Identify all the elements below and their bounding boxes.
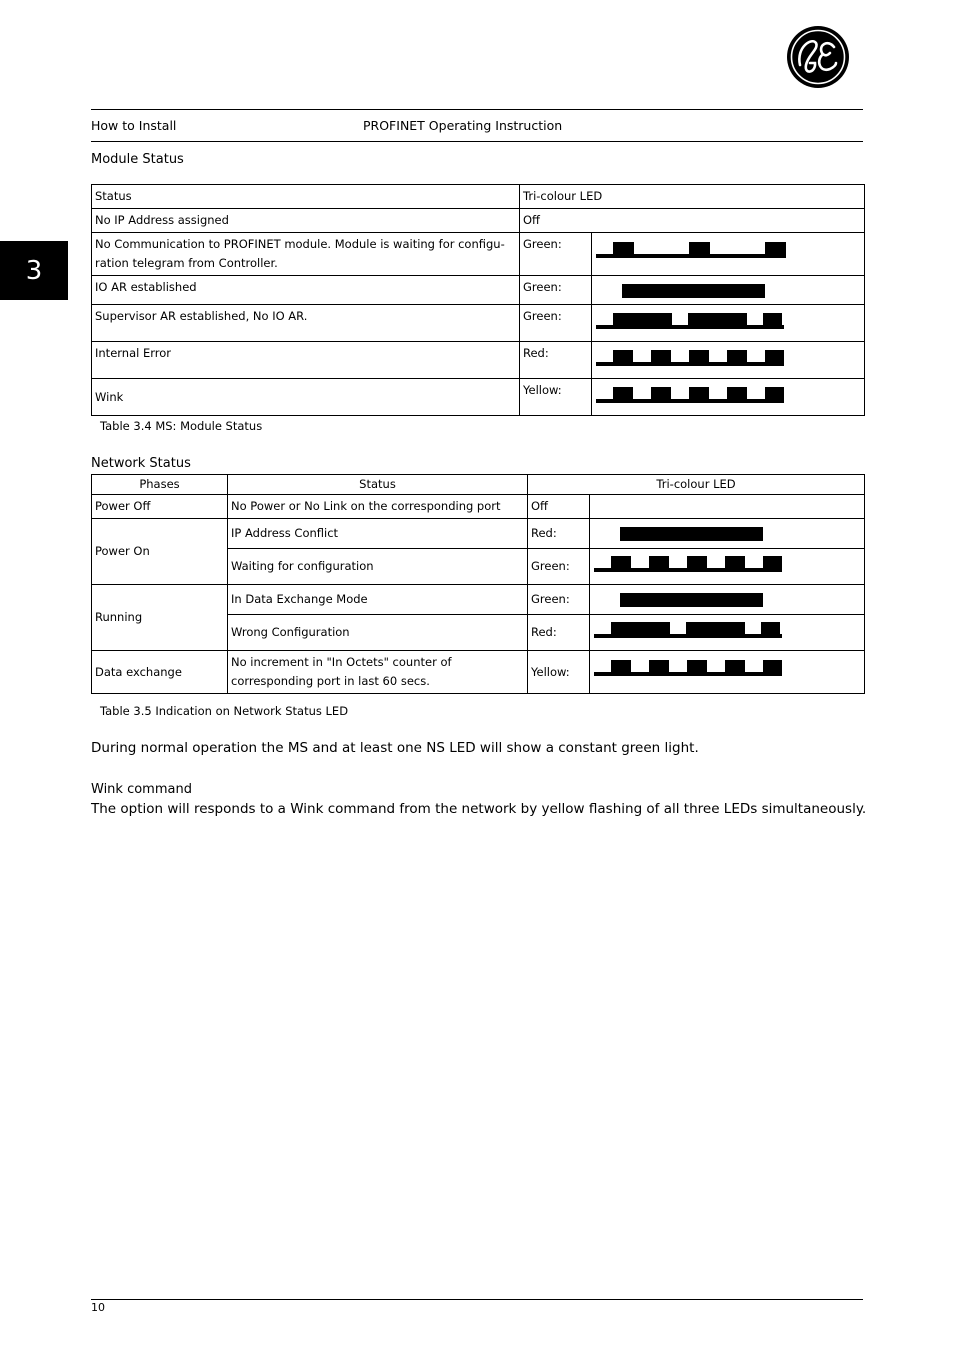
- led-wave-segment: [687, 556, 707, 572]
- led-wave-segment: [689, 387, 709, 403]
- page-number: 10: [91, 1301, 105, 1314]
- table-row: [92, 305, 865, 342]
- led-waveform: [590, 549, 865, 585]
- led-waveform: [590, 519, 865, 549]
- phase-cell: Power Off: [92, 495, 228, 519]
- header-rule-top: [91, 109, 863, 110]
- module-status-title: Module Status: [91, 152, 184, 167]
- led-wave-segment: [686, 622, 745, 638]
- led-color-cell: Red:: [528, 519, 590, 549]
- ge-logo-icon: [786, 25, 850, 89]
- table-row: [92, 209, 865, 233]
- led-wave-segment: [651, 350, 671, 366]
- status-cell: No increment in "In Octets" counter of corresponding port in last 60 secs.: [228, 651, 528, 694]
- network-status-table: [91, 474, 865, 694]
- table-row: [92, 519, 865, 549]
- normal-operation-text: During normal operation the MS and at least one NS LED will show a constant green light.: [91, 740, 699, 756]
- led-pattern-cell: [592, 305, 865, 342]
- led-wave-segment: [651, 387, 671, 403]
- table-row: [92, 495, 865, 519]
- status-cell: No Power or No Link on the corresponding port: [228, 495, 528, 519]
- chapter-tab: [0, 241, 68, 300]
- chapter-number: 3: [25, 255, 43, 286]
- led-pattern-cell: [590, 519, 865, 549]
- led-color-cell: Green:: [528, 549, 590, 585]
- status-cell: IP Address Conflict: [228, 519, 528, 549]
- led-wave-segment: [613, 350, 633, 366]
- led-wave-segment: [649, 556, 669, 572]
- led-wave-segment: [725, 556, 745, 572]
- status-cell: IO AR established: [92, 276, 520, 305]
- led-pattern-cell: [592, 379, 865, 416]
- led-wave-segment: [761, 622, 780, 638]
- led-waveform: [592, 276, 865, 305]
- network-status-title: Network Status: [91, 456, 191, 471]
- led-wave-segment: [725, 660, 745, 676]
- column-header: Tri-colour LED: [520, 185, 865, 209]
- phase-cell: Running: [92, 585, 228, 651]
- led-color-cell: Green:: [528, 585, 590, 615]
- table-header-row: [92, 475, 865, 495]
- led-color-cell: Off: [528, 495, 590, 519]
- column-header: Status: [228, 475, 528, 495]
- led-color-cell: Red:: [520, 342, 592, 379]
- led-color-cell: Red:: [528, 615, 590, 651]
- table-header-row: [92, 185, 865, 209]
- led-pattern-cell: [592, 342, 865, 379]
- status-cell: Supervisor AR established, No IO AR.: [92, 305, 520, 342]
- wink-command-text: The option will responds to a Wink command from the network by yellow flashing of all three LEDs simultaneously.: [91, 801, 867, 817]
- led-wave-segment: [763, 660, 782, 676]
- table-row: [92, 342, 865, 379]
- led-color-cell: Yellow:: [528, 651, 590, 694]
- led-wave-segment: [689, 350, 709, 366]
- module-status-table: [91, 184, 865, 416]
- led-wave-segment: [620, 527, 763, 541]
- led-wave-segment: [611, 556, 631, 572]
- led-wave-segment: [689, 242, 710, 258]
- column-header: Phases: [92, 475, 228, 495]
- status-cell: Waiting for configuration: [228, 549, 528, 585]
- led-wave-segment: [649, 660, 669, 676]
- led-wave-segment: [765, 242, 786, 258]
- led-color-cell: Off: [520, 209, 865, 233]
- column-header: Status: [92, 185, 520, 209]
- table-row: [92, 276, 865, 305]
- header-rule-bottom: [91, 141, 863, 142]
- led-pattern-cell: [592, 233, 865, 276]
- led-waveform: [592, 233, 865, 272]
- led-waveform: [590, 651, 865, 691]
- led-waveform: [590, 585, 865, 615]
- led-wave-segment: [622, 284, 765, 298]
- led-waveform: [590, 615, 865, 651]
- led-wave-segment: [765, 387, 784, 403]
- led-color-cell: Yellow:: [520, 379, 592, 416]
- led-wave-segment: [613, 242, 634, 258]
- led-wave-segment: [727, 350, 747, 366]
- led-pattern-cell: [590, 615, 865, 651]
- header-section: How to Install: [91, 118, 177, 133]
- led-wave-segment: [613, 313, 672, 329]
- led-wave-segment: [620, 593, 763, 607]
- led-waveform: [592, 379, 865, 416]
- led-wave-segment: [611, 660, 631, 676]
- led-pattern-cell: [590, 651, 865, 694]
- status-cell: In Data Exchange Mode: [228, 585, 528, 615]
- network-status-caption: Table 3.5 Indication on Network Status LED: [100, 704, 349, 718]
- status-cell: No IP Address assigned: [92, 209, 520, 233]
- table-row: [92, 651, 865, 694]
- table-row: [92, 379, 865, 416]
- table-row: [92, 233, 865, 276]
- led-waveform: [592, 305, 865, 342]
- status-cell: No Communication to PROFINET module. Module is waiting for configu-ration telegram from Controller.: [92, 233, 520, 276]
- led-color-cell: Green:: [520, 233, 592, 276]
- led-pattern-cell: [590, 585, 865, 615]
- column-header: Tri-colour LED: [528, 475, 865, 495]
- led-wave-segment: [611, 622, 670, 638]
- led-wave-segment: [765, 350, 784, 366]
- status-cell: Internal Error: [92, 342, 520, 379]
- led-waveform: [592, 342, 865, 379]
- led-wave-segment: [763, 313, 782, 329]
- led-pattern-cell: [592, 276, 865, 305]
- led-wave-segment: [687, 660, 707, 676]
- led-pattern-cell: [590, 495, 865, 519]
- status-cell: Wrong Configuration: [228, 615, 528, 651]
- phase-cell: Data exchange: [92, 651, 228, 694]
- status-cell: Wink: [92, 379, 520, 416]
- table-row: [92, 585, 865, 615]
- led-wave-segment: [688, 313, 747, 329]
- led-color-cell: Green:: [520, 305, 592, 342]
- footer-rule: [91, 1299, 863, 1300]
- phase-cell: Power On: [92, 519, 228, 585]
- led-wave-segment: [727, 387, 747, 403]
- module-status-caption: Table 3.4 MS: Module Status: [100, 419, 263, 433]
- header-doc-title: PROFINET Operating Instruction: [363, 118, 563, 133]
- led-wave-segment: [613, 387, 633, 403]
- wink-command-title: Wink command: [91, 782, 192, 797]
- led-color-cell: Green:: [520, 276, 592, 305]
- led-pattern-cell: [590, 549, 865, 585]
- led-wave-segment: [763, 556, 782, 572]
